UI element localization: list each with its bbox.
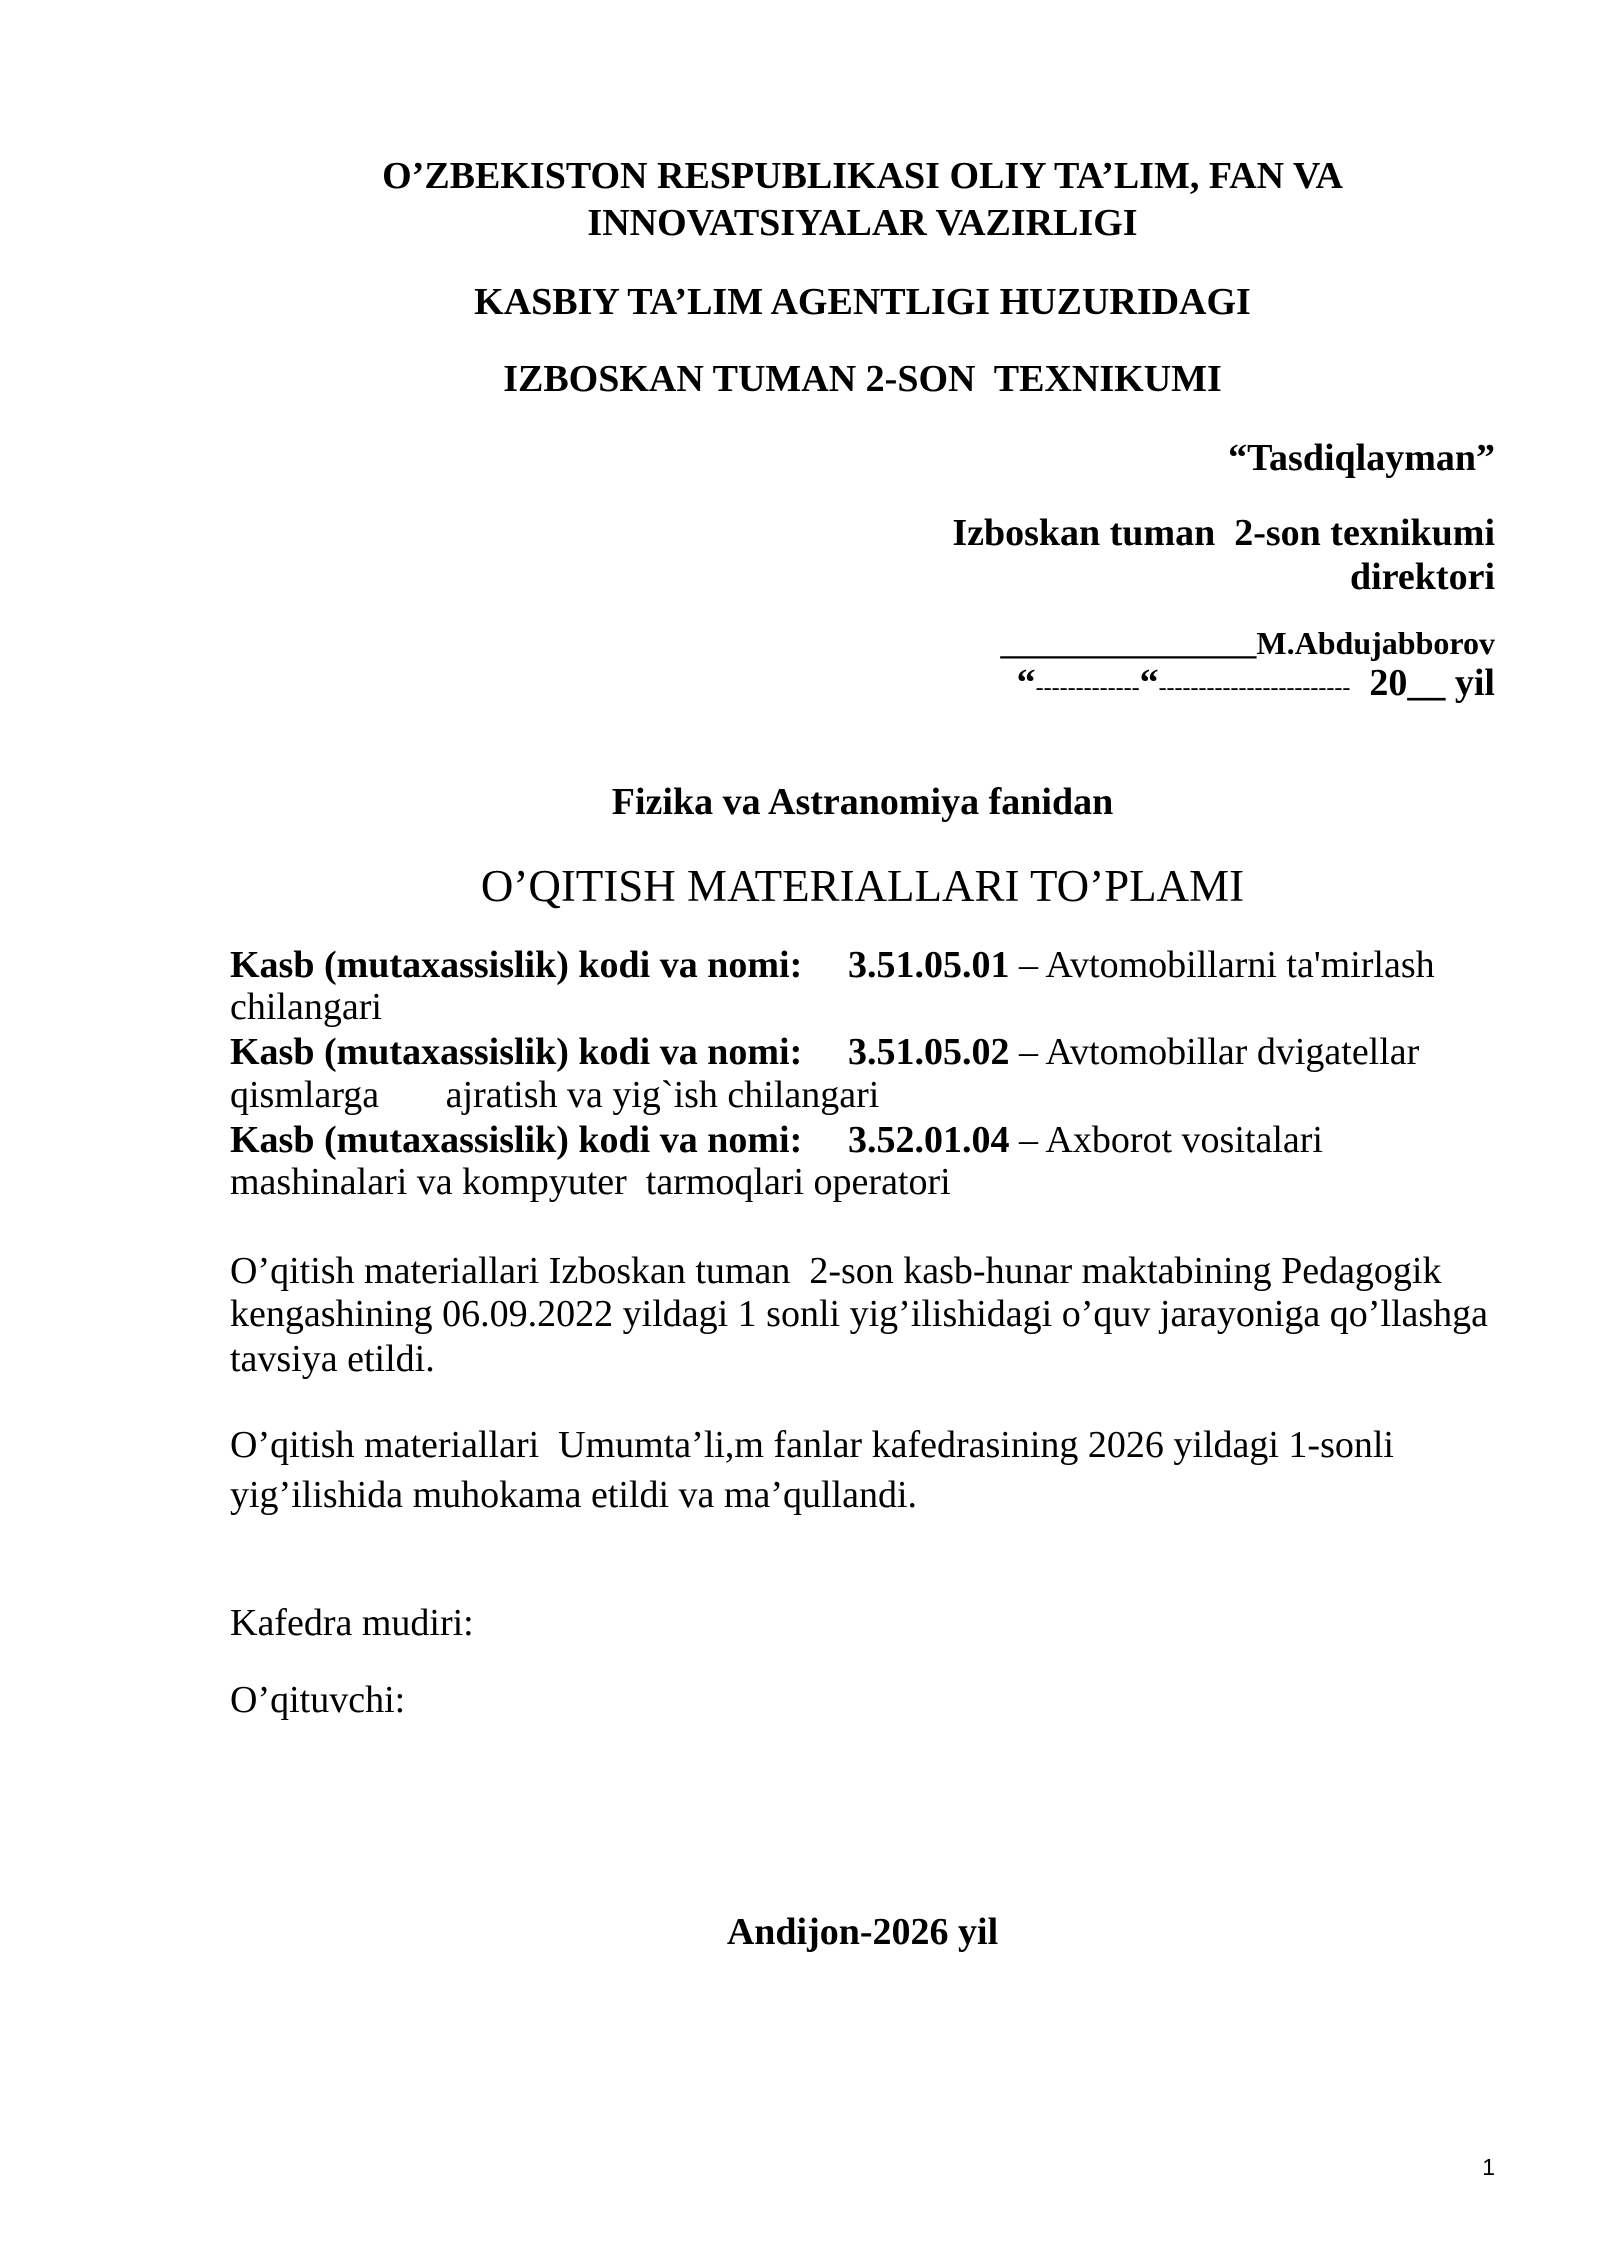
teacher-label: O’qituvchi:: [230, 1679, 406, 1721]
profession-name: – Axborot vositalari: [1019, 1119, 1323, 1161]
profession-code-name: [848, 1118, 1323, 1162]
profession-code: 3.51.05.01: [848, 944, 1010, 986]
subject-line: Fizika va Astranomiya fanidan: [611, 781, 1114, 823]
date-open-quote: “: [1016, 662, 1036, 704]
recommendation-1-line: O’qitish materiallari Izboskan tuman 2-son kasb-hunar maktabining Pedagogik: [230, 1250, 1442, 1292]
profession-code: 3.51.05.02: [848, 1031, 1010, 1073]
institution-line: IZBOSKAN TUMAN 2-SON TEXNIKUMI: [503, 358, 1222, 400]
recommendation-2-line: yig’ilishida muhokama etildi va ma’qullandi.: [230, 1474, 918, 1516]
head-of-department-label: Kafedra mudiri:: [230, 1602, 474, 1644]
date-close-quote: “: [1139, 662, 1159, 704]
profession-name: – Avtomobillarni ta'mirlash: [1019, 944, 1435, 986]
profession-row-1: [230, 943, 1495, 987]
ministry-line-1: O’ZBEKISTON RESPUBLIKASI OLIY TA’LIM, FAN VA: [382, 155, 1343, 197]
place-year: Andijon-2026 yil: [726, 1911, 999, 1953]
profession-label: Kasb (mutaxassislik) kodi va nomi:: [230, 1031, 803, 1073]
approval-heading: “Tasdiqlayman”: [1228, 437, 1495, 479]
agency-line: KASBIY TA’LIM AGENTLIGI HUZURIDAGI: [474, 281, 1251, 323]
profession-row-2: [230, 1030, 1495, 1074]
profession-code-name: [848, 1030, 1419, 1074]
date-day-blank: -------------: [1035, 675, 1140, 701]
approver-position-line-1: Izboskan tuman 2-son texnikumi: [952, 512, 1495, 554]
recommendation-1-line: tavsiya etildi.: [230, 1338, 435, 1380]
ministry-line-2: INNOVATSIYALAR VAZIRLIGI: [587, 202, 1138, 244]
recommendation-2-line: O’qitish materiallari Umumta’li,m fanlar kafedrasining 2026 yildagi 1-sonli: [230, 1424, 1394, 1466]
profession-code: 3.52.01.04: [848, 1119, 1010, 1161]
approval-date-line: [230, 661, 1495, 710]
date-month-blank: ------------------------: [1158, 675, 1351, 701]
date-year: 20__ yil: [1369, 662, 1495, 704]
approver-position-line-2: direktori: [1350, 556, 1495, 598]
document-title: O’QITISH MATERIALLARI TO’PLAMI: [480, 861, 1245, 911]
profession-name: – Avtomobillar dvigatellar: [1019, 1031, 1420, 1073]
profession-code-name: [848, 943, 1435, 987]
page-number: 1: [1482, 2154, 1495, 2180]
profession-name-continuation: mashinalari va kompyuter tarmoqlari operatori: [230, 1161, 951, 1203]
profession-name-continuation: chilangari: [230, 986, 382, 1028]
profession-label: Kasb (mutaxassislik) kodi va nomi:: [230, 944, 803, 986]
profession-name-continuation: qismlarga ajratish va yig`ish chilangari: [230, 1074, 880, 1116]
profession-label: Kasb (mutaxassislik) kodi va nomi:: [230, 1119, 803, 1161]
approver-signature-line: ________________M.Abdujabborov: [1000, 625, 1495, 661]
profession-row-3: [230, 1118, 1495, 1162]
recommendation-1-line: kengashining 06.09.2022 yildagi 1 sonli yig’ilishidagi o’quv jarayoniga qo’llashga: [230, 1293, 1489, 1335]
